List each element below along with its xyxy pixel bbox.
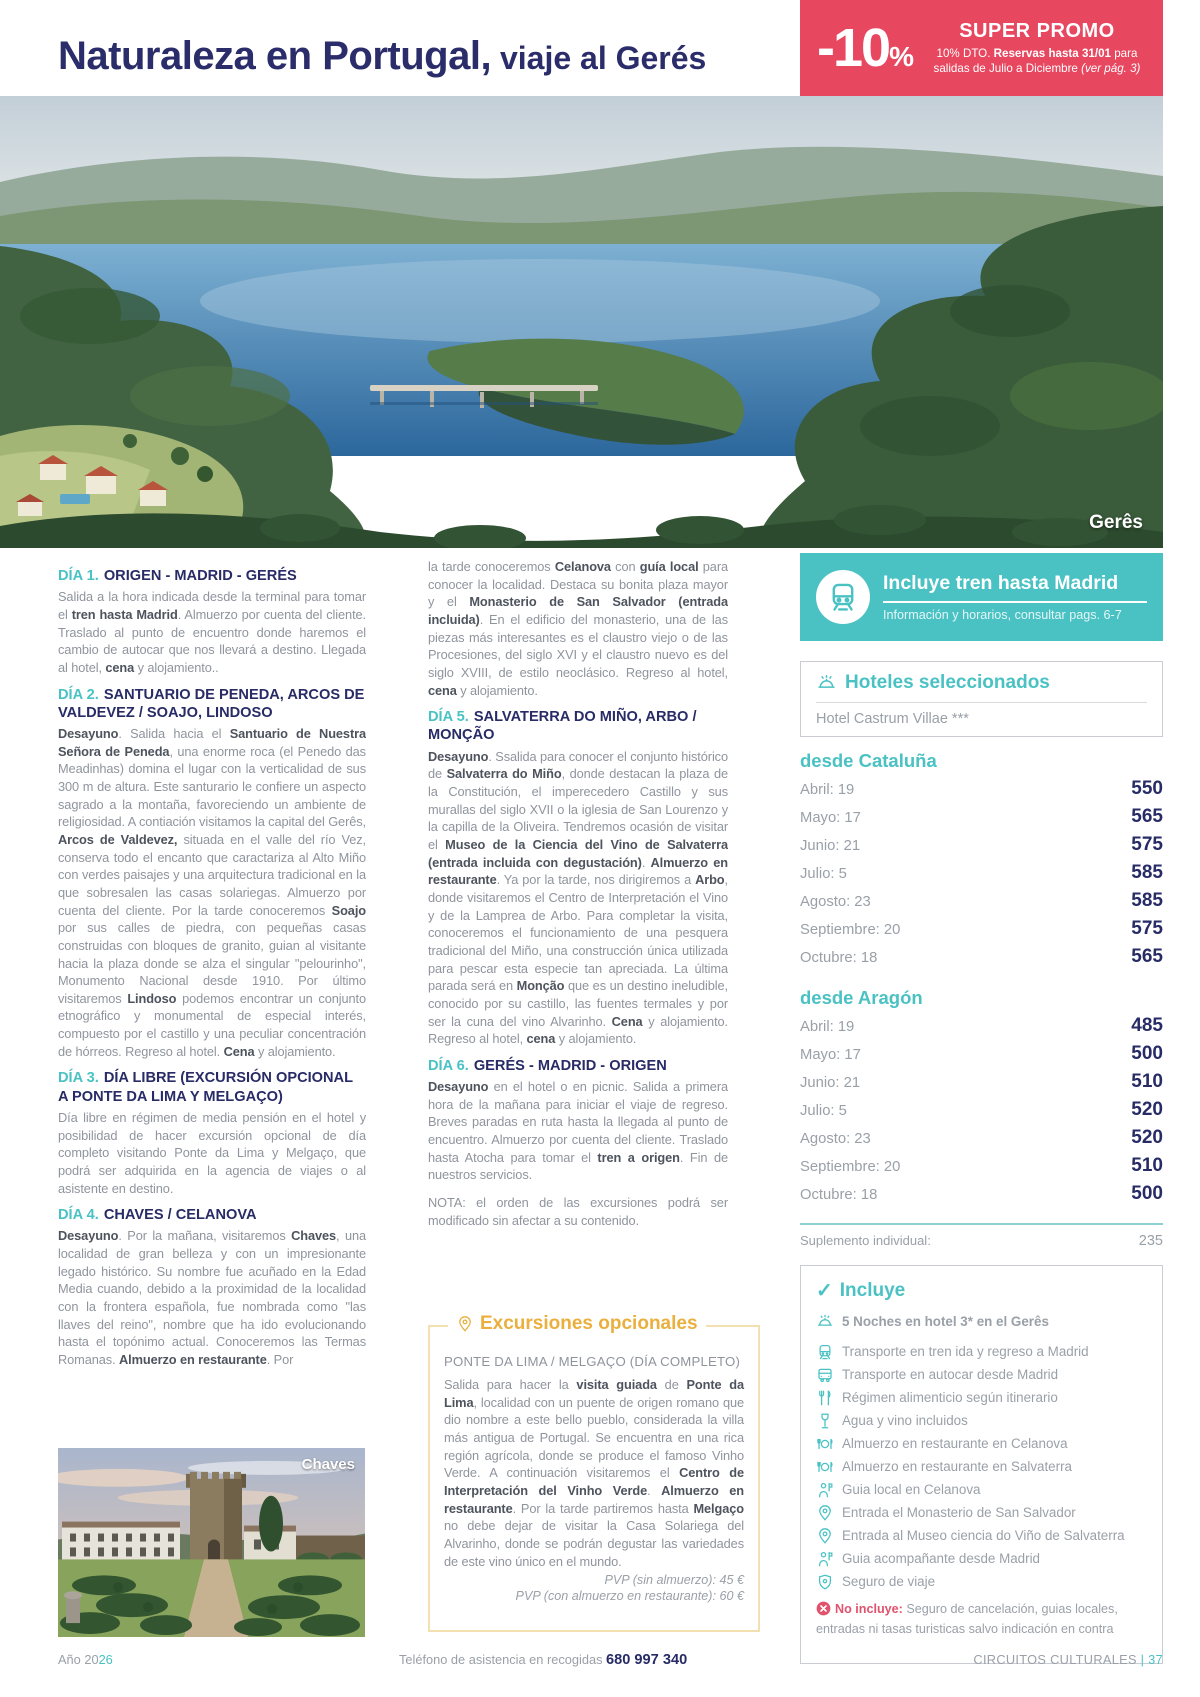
promo-headline: SUPER PROMO (959, 19, 1115, 42)
optional-excursions-title: Excursiones opcionales (448, 1313, 706, 1335)
includes-item-text: Guia local en Celanova (842, 1482, 981, 1498)
price-row (800, 862, 1163, 890)
wine-icon (816, 1412, 834, 1430)
departure-date: Abril: 19 (800, 782, 855, 798)
hotel-name: Hotel Castrum Villae *** (816, 711, 969, 727)
excursion-heading: PONTE DA LIMA / MELGAÇO (DÍA COMPLETO) (444, 1354, 741, 1369)
price-value: 585 (1131, 890, 1163, 911)
departure-date: Mayo: 17 (800, 1047, 861, 1063)
day-body: Desayuno. Ssalida para conocer el conjunto histórico de Salvaterra do Miño, donde destacan la plaza de la Constitución, el imperecedero Castillo y sus murallas del siglo XVII o la iglesia de San Lourenzo y la capilla de la Oliveira. Tendremos ocasión de visitar el Museo de la Ciencia del Vino de Salvaterra (entrada incluida con degustación). Almuerzo en restaurante. Ya por la tarde, nos dirigiremos a Arbo, donde visitaremos el Centro de Interpretación el Vino y de la Lamprea de Arbo. Para completar la visita, conoceremos el funcionamiento de una pesquera tradicional del Miño, una construcción única utilizada para pescar esta especie tan apreciada. La última parada será en Monção que es un destino ineludible, conocido por su castillo, las fuentes termales y por ser la cuna del vino Alvarinho. Cena y alojamiento. Regreso al hotel, cena y alojamiento. (428, 748, 728, 1047)
price-row (800, 778, 1163, 806)
region-header-aragon: desde Aragón (800, 987, 923, 1008)
price-row (800, 890, 1163, 918)
day-section (58, 686, 366, 1061)
plate-icon (816, 1458, 834, 1476)
chaves-photo (58, 1448, 365, 1637)
includes-item (816, 1343, 1147, 1361)
day-number: DÍA 4. (58, 1207, 99, 1224)
price-table-catalunya (800, 750, 1163, 974)
train-icon-circle (816, 570, 870, 624)
departure-date: Julio: 5 (800, 1103, 847, 1119)
itinerary-note: NOTA: el orden de las excursiones podrá ser modificado sin afectar a su contenido. (428, 1195, 728, 1228)
price-row (800, 834, 1163, 862)
day-number: DÍA 2. (58, 686, 99, 703)
day-title: ORIGEN - MADRID - GERÉS (103, 568, 297, 584)
day-title: GERÉS - MADRID - ORIGEN (473, 1057, 667, 1074)
excursion-price-1: PVP (sin almuerzo): 45 € (604, 1573, 744, 1588)
departure-date: Mayo: 17 (800, 810, 861, 826)
departure-date: Octubre: 18 (800, 1187, 878, 1203)
day-body: Desayuno. Por la mañana, visitaremos Chaves, una localidad de gran belleza y con un impresionante legado histórico. Su nombre fue acuñado en la Edad Media cuando, debido a la proximidad de la localidad con la frontera española, fue nombrada como "las llaves del reino", nombre que ha ido evolucionando hasta el topónimo actual. Conoceremos las Termas Romanas. Almuerzo en restaurante. Por (58, 1228, 366, 1368)
price-row (800, 946, 1163, 974)
bell-icon (816, 1313, 834, 1331)
promo-details (928, 20, 1146, 76)
price-value: 550 (1131, 778, 1163, 799)
includes-item-text: Transporte en tren ida y regreso a Madrid (842, 1344, 1089, 1360)
not-included-label: No incluye: (835, 1602, 903, 1617)
selected-hotels-title: Hoteles seleccionados (816, 672, 1147, 703)
train-included-banner (800, 553, 1163, 641)
includes-item-text: Entrada al Museo ciencia do Viño de Salvaterra (842, 1528, 1125, 1544)
footer-phone: Teléfono de asistencia en recogidas 680 997 340 (399, 1652, 688, 1668)
departure-date: Septiembre: 20 (800, 922, 901, 938)
day-body: Desayuno. Salida hacia el Santuario de Nuestra Señora de Peneda, una enorme roca (el Penedo das Meadinhas) domina el lugar con la verticalidad de sus 300 m de altura. Este santurario le confiere un aspecto sagrado a la montaña, favoreciendo un ambiente de religiosidad. A contiación visitamos la capital del Gerês, Arcos de Valdevez, situada en el valle del río Vez, conserva todo el encanto que caractariza al Alto Miño con verdes paisajes y una arquitectura tradicional en la que sobresalen las casas solariegas. Almuerzo por cuenta del cliente. Por la tarde conoceremos Soajo por sus calles de piedra, con pequeñas casas construidas con bloques de granito, guian al visitante hacia la plaza donde se alza el singular "pelourinho", Monumento Nacional desde 1910. Por último visitaremos Lindoso podemos encontrar un conjunto etnográfico y monumental de especial interés, compuesto por el castillo y una peculiar concentración de hórreos. Regreso al hotel. Cena y alojamiento. (58, 725, 366, 1059)
not-included-note: No incluye: Seguro de cancelación, guias locales, entradas ni tasas turisticas salvo indicación en contra (816, 1602, 1118, 1637)
price-rows-catalunya (800, 778, 1163, 974)
bell-icon (816, 673, 837, 694)
excursion-body: Salida para hacer la visita guiada de Ponte da Lima, localidad con un puente de origen romano que dio nombre a este bello pueblo, considerada la villa más antigua de Portugal. Se encuentra en una rica región agrícola, donde se produce el famoso Vinho Verde. A continuación visitaremos el Centro de Interpretación del Vinho Verde. Almuerzo en restaurante. Por la tarde partiremos hasta Melgaço no debe dejar de visitar la Casa Solariega del Alvarinho, donde se podrán degustar las variedades de este vino único en el mundo. (444, 1377, 744, 1569)
departure-date: Julio: 5 (800, 866, 847, 882)
price-row (800, 1071, 1163, 1099)
price-value: 520 (1131, 1127, 1163, 1148)
excursion-price-2: PVP (con almuerzo en restaurante): 60 € (515, 1589, 744, 1604)
includes-title: ✓ Incluye (816, 1279, 906, 1302)
price-table-aragon (800, 987, 1163, 1211)
pin-icon (816, 1527, 834, 1545)
day-number: DÍA 3. (58, 1070, 99, 1087)
page-title (58, 34, 706, 79)
cutlery-icon (816, 1389, 834, 1407)
price-value: 500 (1131, 1183, 1163, 1204)
train-banner-subtitle: Información y horarios, consultar pags. 6-7 (883, 608, 1122, 622)
price-row (800, 1183, 1163, 1211)
includes-item (816, 1366, 1147, 1384)
price-value: 510 (1131, 1155, 1163, 1176)
day-body: Día libre en régimen de media pensión en el hotel y posibilidad de hacer excursión opcional de día completo visitando Ponte da Lima y Melgaço, que podrá ser adquirida en la agencia de viajes o al asistente en destino. (58, 1109, 366, 1196)
itinerary-column-2 (428, 558, 728, 1318)
includes-highlight-text: 5 Noches en hotel 3* en el Gerês (842, 1314, 1049, 1329)
includes-item-text: Régimen alimenticio según itinerario (842, 1390, 1058, 1406)
train-icon (816, 1343, 834, 1361)
price-row (800, 806, 1163, 834)
includes-item (816, 1435, 1147, 1453)
day-title: DÍA LIBRE (EXCURSIÓN OPCIONAL A PONTE DA LIMA Y MELGAÇO) (58, 1070, 353, 1105)
selected-hotels-box (800, 661, 1163, 737)
day-number: DÍA 5. (428, 709, 469, 726)
itinerary-column-2-days (428, 708, 728, 1184)
photo-caption-chaves: Chaves (301, 1456, 355, 1473)
day-title: SALVATERRA DO MIÑO, ARBO / MONÇÃO (428, 709, 697, 744)
day-section (58, 567, 366, 677)
itinerary-column-1 (58, 558, 366, 1440)
includes-item-text: Almuerzo en restaurante en Celanova (842, 1436, 1068, 1452)
departure-date: Junio: 21 (800, 1075, 861, 1091)
price-row (800, 918, 1163, 946)
includes-item-text: Transporte en autocar desde Madrid (842, 1367, 1059, 1383)
day-heading (58, 1069, 366, 1105)
bus-icon (816, 1366, 834, 1384)
check-icon: ✓ (816, 1280, 833, 1302)
single-supplement-label: Suplemento individual: (800, 1233, 931, 1248)
guide-icon (816, 1481, 834, 1499)
includes-item (816, 1481, 1147, 1499)
day-heading (58, 686, 366, 722)
day-heading (58, 567, 366, 585)
hero-landscape-illustration (0, 96, 1163, 548)
region-header-catalunya: desde Cataluña (800, 750, 937, 771)
price-row (800, 1155, 1163, 1183)
plate-icon (816, 1435, 834, 1453)
price-value: 510 (1131, 1071, 1163, 1092)
guide-icon (816, 1550, 834, 1568)
day-title: CHAVES / CELANOVA (103, 1207, 257, 1224)
includes-item-text: Guia acompañante desde Madrid (842, 1551, 1041, 1567)
includes-box (800, 1265, 1163, 1664)
includes-item (816, 1389, 1147, 1407)
price-value: 485 (1131, 1015, 1163, 1036)
day4-continuation: la tarde conoceremos Celanova con guía local para conocer la localidad. Destaca su bonita plaza mayor y el Monasterio de San Salvador (entrada incluida). En el edificio del monasterio, una de las piezas más interesantes es el claustro viejo o de las Procesiones, del siglo XVI y el claustro nuevo es del siglo XVIII, de estilo neoclásico. Regreso al hotel, cena y alojamiento. (428, 559, 728, 698)
day-body: Salida a la hora indicada desde la terminal para tomar el tren hasta Madrid. Almuerzo por cuenta del cliente. Traslado al punto de encuentro donde haremos el cambio de autocar que nos llevará a destino. Llegada al hotel, cena y alojamiento.. (58, 589, 366, 675)
footer-year: Año 2026 (58, 1652, 113, 1667)
sidebar (800, 553, 1163, 1664)
price-row (800, 1099, 1163, 1127)
shield-icon (816, 1573, 834, 1591)
hero-photo (0, 96, 1163, 548)
day-section (428, 708, 728, 1048)
price-value: 565 (1131, 946, 1163, 967)
includes-item-text: Agua y vino incluidos (842, 1413, 968, 1429)
includes-items (816, 1343, 1147, 1591)
chaves-castle-illustration (58, 1448, 365, 1637)
day-number: DÍA 1. (58, 568, 99, 584)
includes-item-text: Almuerzo en restaurante en Salvaterra (842, 1459, 1072, 1475)
train-banner-title: Incluye tren hasta Madrid (883, 572, 1147, 603)
day-heading (428, 1057, 728, 1075)
promo-line-1: 10% DTO. Reservas hasta 31/01 para (936, 46, 1138, 60)
train-icon (826, 580, 860, 614)
departure-date: Abril: 19 (800, 1019, 855, 1035)
price-value: 565 (1131, 806, 1163, 827)
single-supplement-row (800, 1223, 1163, 1249)
map-pin-icon (456, 1315, 474, 1333)
includes-item (816, 1550, 1147, 1568)
price-value: 575 (1131, 834, 1163, 855)
day-section (58, 1206, 366, 1368)
day-number: DÍA 6. (428, 1057, 469, 1074)
price-row (800, 1043, 1163, 1071)
day-heading (428, 708, 728, 744)
day-section (428, 1057, 728, 1184)
promo-line-2: salidas de Julio a Diciembre (ver pág. 3) (933, 62, 1141, 75)
includes-item (816, 1504, 1147, 1522)
includes-item (816, 1412, 1147, 1430)
optional-excursions-box (428, 1313, 760, 1632)
includes-item-text: Seguro de viaje (842, 1574, 936, 1590)
price-rows-aragon (800, 1015, 1163, 1211)
day-heading (58, 1206, 366, 1224)
train-banner-text (883, 572, 1147, 622)
day-body: Desayuno en el hotel o en picnic. Salida a primera hora de la mañana para iniciar el viaje de regreso. Breves paradas en ruta hasta la llegada al punto de encuentro. Almuerzo por cuenta del cliente. Traslado hasta Atocha para tomar el tren a origen. Fin de nuestros servicios. (428, 1079, 728, 1183)
page-footer (58, 1652, 1163, 1668)
price-value: 520 (1131, 1099, 1163, 1120)
price-row (800, 1015, 1163, 1043)
departure-date: Octubre: 18 (800, 950, 878, 966)
day-section (58, 1069, 366, 1197)
departure-date: Agosto: 23 (800, 1131, 871, 1147)
page-title-sub: viaje al Gerés (491, 40, 707, 76)
day-title: SANTUARIO DE PENEDA, ARCOS DE VALDEVEZ / SOAJO, LINDOSO (58, 686, 365, 721)
page-title-main: Naturaleza en Portugal, (58, 34, 492, 78)
cross-circle-icon (816, 1601, 831, 1621)
footer-collection-page: CIRCUITOS CULTURALES | 37 (973, 1652, 1163, 1667)
departure-date: Septiembre: 20 (800, 1159, 901, 1175)
departure-date: Junio: 21 (800, 838, 861, 854)
includes-item (816, 1527, 1147, 1545)
price-value: 585 (1131, 862, 1163, 883)
price-value: 500 (1131, 1043, 1163, 1064)
promo-discount: -10% (817, 18, 912, 78)
includes-highlight-row (816, 1313, 1147, 1338)
departure-date: Agosto: 23 (800, 894, 871, 910)
includes-item (816, 1458, 1147, 1476)
single-supplement-value: 235 (1138, 1233, 1163, 1249)
price-row (800, 1127, 1163, 1155)
pin-icon (816, 1504, 834, 1522)
promo-banner (800, 0, 1163, 96)
photo-caption-geres: Gerês (1089, 512, 1143, 533)
includes-item-text: Entrada el Monasterio de San Salvador (842, 1505, 1076, 1521)
price-value: 575 (1131, 918, 1163, 939)
includes-item (816, 1573, 1147, 1591)
